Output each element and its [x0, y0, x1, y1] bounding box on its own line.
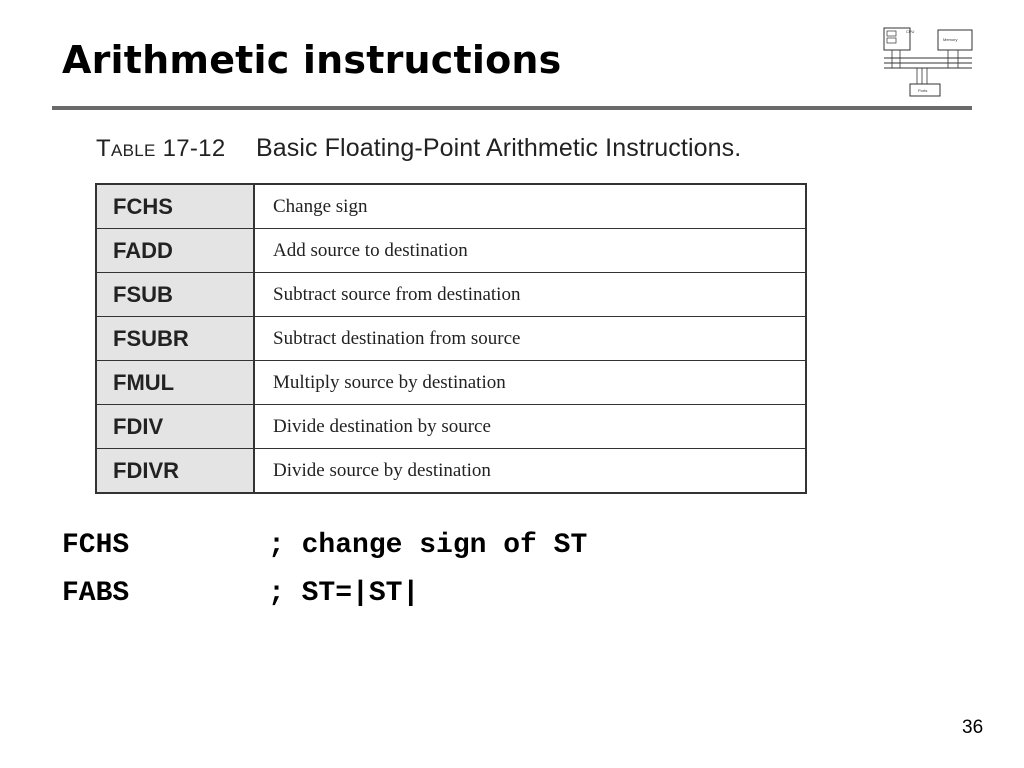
table-caption-label: Table 17-12 — [96, 135, 226, 162]
table-row — [96, 449, 806, 494]
description-cell: Divide destination by source — [254, 405, 806, 449]
table-row — [96, 273, 806, 317]
mnemonic-cell: FSUB — [96, 273, 254, 317]
table-row — [96, 229, 806, 273]
page-number: 36 — [962, 717, 984, 738]
code-instruction: FCHS — [62, 530, 130, 561]
table-row — [96, 361, 806, 405]
code-comment: ; change sign of ST — [268, 530, 588, 561]
computer-architecture-diagram-icon — [882, 26, 974, 98]
description-cell: Add source to destination — [254, 229, 806, 273]
table-caption-text: Basic Floating-Point Arithmetic Instructions. — [256, 134, 742, 162]
table-row — [96, 184, 806, 229]
thumb-ports-label: Ports — [918, 88, 928, 93]
mnemonic-cell: FDIVR — [96, 449, 254, 494]
mnemonic-cell: FSUBR — [96, 317, 254, 361]
mnemonic-cell: FMUL — [96, 361, 254, 405]
thumb-cpu-label: CPU — [906, 29, 915, 34]
mnemonic-cell: FADD — [96, 229, 254, 273]
description-cell: Multiply source by destination — [254, 361, 806, 405]
table-caption — [96, 134, 741, 163]
description-cell: Divide source by destination — [254, 449, 806, 494]
description-cell: Subtract source from destination — [254, 273, 806, 317]
thumb-memory-label: Memory — [943, 37, 958, 42]
mnemonic-cell: FDIV — [96, 405, 254, 449]
code-line — [62, 530, 587, 561]
slide-title: Arithmetic instructions — [62, 38, 562, 82]
description-cell: Change sign — [254, 184, 806, 229]
code-comment: ; ST=|ST| — [268, 578, 420, 609]
title-divider — [52, 106, 972, 110]
code-instruction: FABS — [62, 578, 130, 609]
table-row — [96, 317, 806, 361]
table-row — [96, 405, 806, 449]
code-line — [62, 578, 419, 609]
mnemonic-cell: FCHS — [96, 184, 254, 229]
instruction-table — [95, 183, 807, 494]
description-cell: Subtract destination from source — [254, 317, 806, 361]
